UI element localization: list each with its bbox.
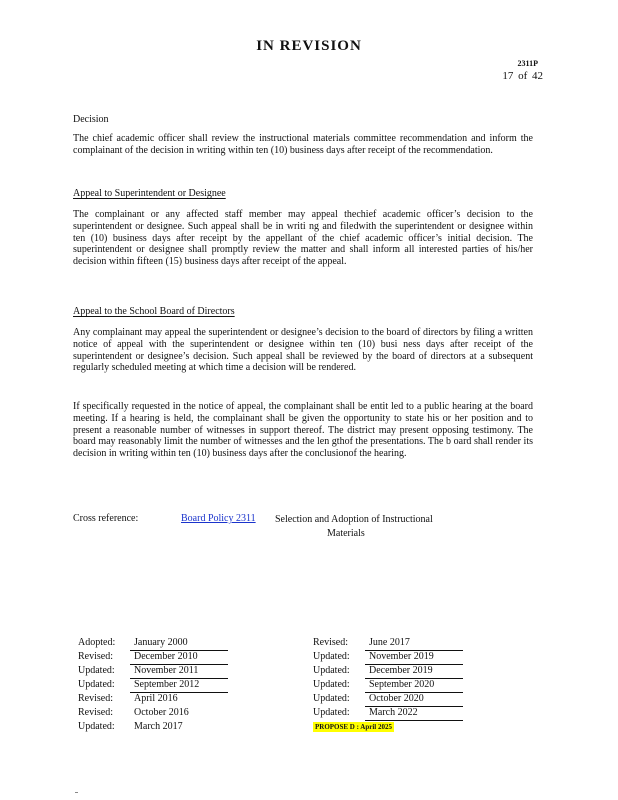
hearing-paragraph: If specifically requested in the notice of appeal, the complainant shall be entit led to a public hearing at the board meeting. If a hearing is held, the complainant shall be given the opportunity to state his or her position and to present a reasonable number of witnesses in support thereof. The district may present opposing testimony. The board may reasonably limit the number of witnesses and the len gthof the presentations. The b oard shall render its decision in writing within ten (10) business days after the conclusionof the hearing. [73, 401, 533, 460]
decision-paragraph: The chief academic officer shall review the instructional materials committee recommendation and inform the complainant of the decision in writing within ten (10) business days after receipt of the recommendation. [73, 133, 533, 156]
history-date: November 2019 [365, 650, 463, 665]
policy-code: 2311P [517, 59, 538, 68]
history-row [78, 650, 228, 664]
document-status-title: IN REVISION [256, 38, 362, 54]
history-date: October 2020 [365, 692, 463, 707]
appeal-board-heading: Appeal to the School Board of Directors [73, 306, 235, 317]
history-date: March 2022 [365, 706, 463, 721]
history-label: Updated: [78, 665, 115, 676]
history-label: Updated: [313, 679, 350, 690]
history-right-column [313, 636, 463, 734]
history-label: Updated: [78, 721, 115, 732]
history-row [78, 636, 228, 650]
history-date: October 2016 [134, 707, 189, 718]
history-row [313, 720, 463, 734]
history-row [313, 678, 463, 692]
history-label: Updated: [313, 693, 350, 704]
history-row [313, 636, 463, 650]
history-row [313, 692, 463, 706]
cross-reference-title [275, 513, 475, 541]
history-date: March 2017 [134, 721, 183, 732]
history-row [78, 706, 228, 720]
history-label: Revised: [313, 637, 348, 648]
cross-reference-label: Cross reference: [73, 513, 139, 524]
history-label: Updated: [78, 679, 115, 690]
history-date: January 2000 [130, 636, 228, 651]
cross-reference-title-line2: Materials [327, 528, 365, 539]
history-label: Revised: [78, 707, 113, 718]
proposed-date-highlight: PROPOSE D : April 2025 [315, 723, 393, 731]
history-date: April 2016 [134, 693, 178, 704]
page-number: 17 of 42 [502, 70, 543, 82]
history-label: Updated: [313, 707, 350, 718]
history-label: Revised: [78, 651, 113, 662]
history-date: September 2012 [130, 678, 228, 693]
decision-heading: Decision [73, 114, 109, 125]
history-date: June 2017 [365, 636, 463, 651]
history-label: Updated: [313, 651, 350, 662]
history-row [78, 664, 228, 678]
cross-reference-title-line1: Selection and Adoption of Instructional [275, 514, 433, 525]
history-label: Revised: [78, 693, 113, 704]
history-date: December 2010 [130, 650, 228, 665]
appeal-board-paragraph: Any complainant may appeal the superintendent or designee’s decision to the board of directors by filing a written notice of appeal with the superintendent or designee within ten (10) busi ness days after receipt of the superintendent or designee’s decision. Such appeal shall be reviewed by the board of directors at a subsequent regularly scheduled meeting at which time a decision will be rendered. [73, 327, 533, 374]
history-date: December 2019 [365, 664, 463, 679]
history-label: Updated: [313, 665, 350, 676]
history-label: Adopted: [78, 637, 116, 648]
history-row [313, 706, 463, 720]
history-row [313, 664, 463, 678]
history-date: November 2011 [130, 664, 228, 679]
appeal-superintendent-paragraph: The complainant or any affected staff member may appeal thechief academic officer’s decision to the superintendent or designee. Such appeal shall be in writi ng and filedwith the superintendent or designee within ten (10) business days after receipt by the appellant of the chief academic officer’s initial decision. The superintendent or designee shall promptly review the matter and shall inform all interested parties of his/her decision within fifteen (15) business days after receipt of the appeal. [73, 209, 533, 268]
history-row [78, 678, 228, 692]
page-edge-mark [75, 792, 78, 793]
history-row [78, 720, 228, 734]
history-row [78, 692, 228, 706]
history-date: September 2020 [365, 678, 463, 693]
appeal-superintendent-heading: Appeal to Superintendent or Designee [73, 188, 226, 199]
history-row [313, 650, 463, 664]
history-left-column [78, 636, 228, 734]
board-policy-link[interactable]: Board Policy 2311 [181, 513, 256, 524]
